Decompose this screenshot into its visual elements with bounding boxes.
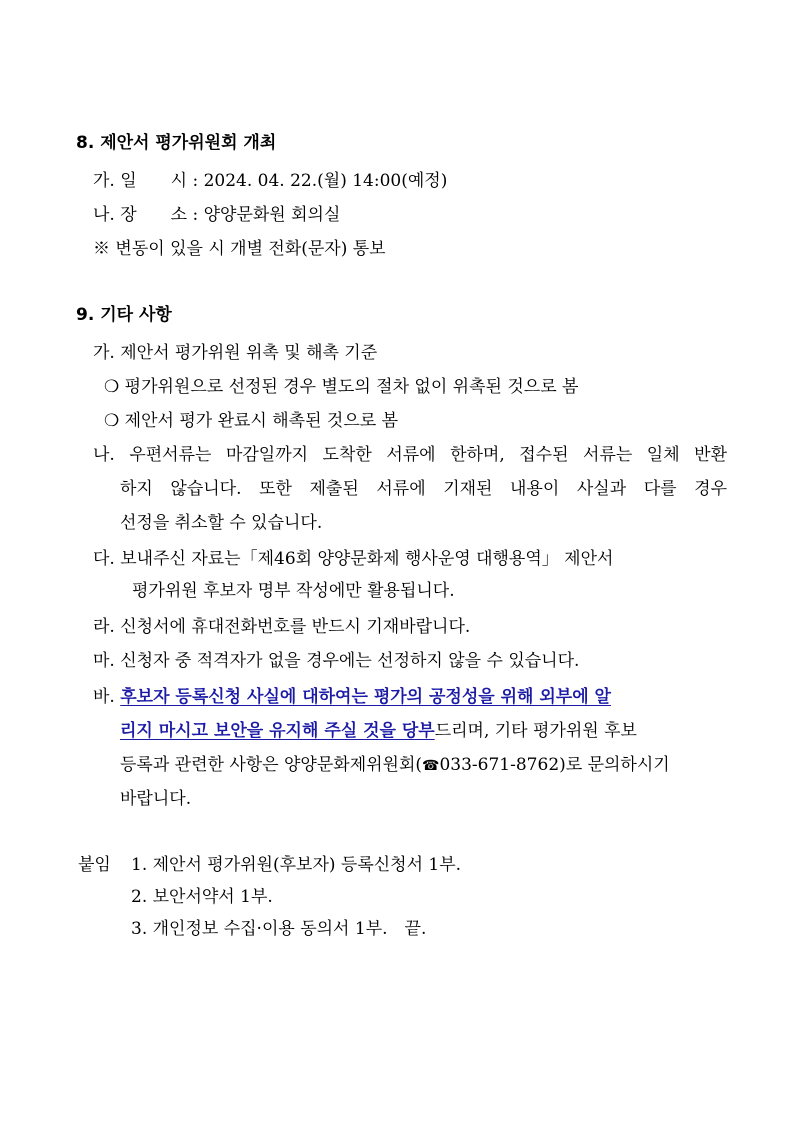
section-8-title: 8. 제안서 평가위원회 개최 <box>76 133 277 153</box>
criteria-item <box>104 375 578 399</box>
mail-policy-line-1: 나. 우편서류는 마감일까지 도착한 서류에 한하며, 접수된 서류는 일체 반환 <box>93 445 727 465</box>
circle-bullet-icon: ❍ <box>104 411 120 431</box>
criteria-item-text: 제안서 평가 완료시 해촉된 것으로 봄 <box>124 411 399 431</box>
attachment-item-3: 3. 개인정보 수집·이용 동의서 1부. 끝. <box>131 919 427 939</box>
contact-line: 등록과 관련한 사항은 양양문화제위원회(☎033-671-8762)로 문의하시기 <box>120 755 670 775</box>
phone-required-note: 라. 신청서에 휴대전화번호를 반드시 기재바랍니다. <box>93 617 471 637</box>
attachments-label: 붙임 <box>78 855 111 875</box>
attachment-item-2: 2. 보안서약서 1부. <box>131 887 273 907</box>
section-9-title: 9. 기타 사항 <box>76 305 172 325</box>
data-usage-line-1: 다. 보내주신 자료는「제46회 양양문화제 행사운영 대행용역」 제안서 <box>93 549 614 569</box>
confidentiality-line-2: 리지 마시고 보안을 유지해 주실 것을 당부드리며, 기타 평가위원 후보 <box>120 721 637 741</box>
contact-phone: 033-671-8762)로 문의하시기 <box>439 755 670 775</box>
meeting-place: 나. 장 소 : 양양문화원 회의실 <box>93 205 341 225</box>
no-selection-note: 마. 신청자 중 적격자가 없을 경우에는 선정하지 않을 수 있습니다. <box>93 651 580 671</box>
attachment-item-1: 1. 제안서 평가위원(후보자) 등록신청서 1부. <box>131 855 462 875</box>
meeting-date: 가. 일 시 : 2024. 04. 22.(월) 14:00(예정) <box>93 171 448 191</box>
data-usage-line-2: 평가위원 후보자 명부 작성에만 활용됩니다. <box>132 581 455 601</box>
phone-icon: ☎ <box>422 758 440 774</box>
criteria-item-text: 평가위원으로 선정된 경우 별도의 절차 없이 위촉된 것으로 봄 <box>124 377 579 397</box>
confidentiality-highlight: 리지 마시고 보안을 유지해 주실 것을 당부 <box>120 721 435 741</box>
contact-line-end: 바랍니다. <box>120 789 192 809</box>
confidentiality-highlight: 후보자 등록신청 사실에 대하여는 평가의 공정성을 위해 외부에 알 <box>120 687 611 707</box>
mail-policy-line-2: 하지 않습니다. 또한 제출된 서류에 기재된 내용이 사실과 다를 경우 <box>120 479 727 499</box>
criteria-item <box>104 409 398 433</box>
confidentiality-line-1: 바. 후보자 등록신청 사실에 대하여는 평가의 공정성을 위해 외부에 알 <box>93 687 611 707</box>
change-notice: ※ 변동이 있을 시 개별 전화(문자) 통보 <box>93 239 386 259</box>
mail-policy-line-3: 선정을 취소할 수 있습니다. <box>120 513 323 533</box>
criteria-heading: 가. 제안서 평가위원 위촉 및 해촉 기준 <box>93 343 378 363</box>
circle-bullet-icon: ❍ <box>104 377 120 397</box>
